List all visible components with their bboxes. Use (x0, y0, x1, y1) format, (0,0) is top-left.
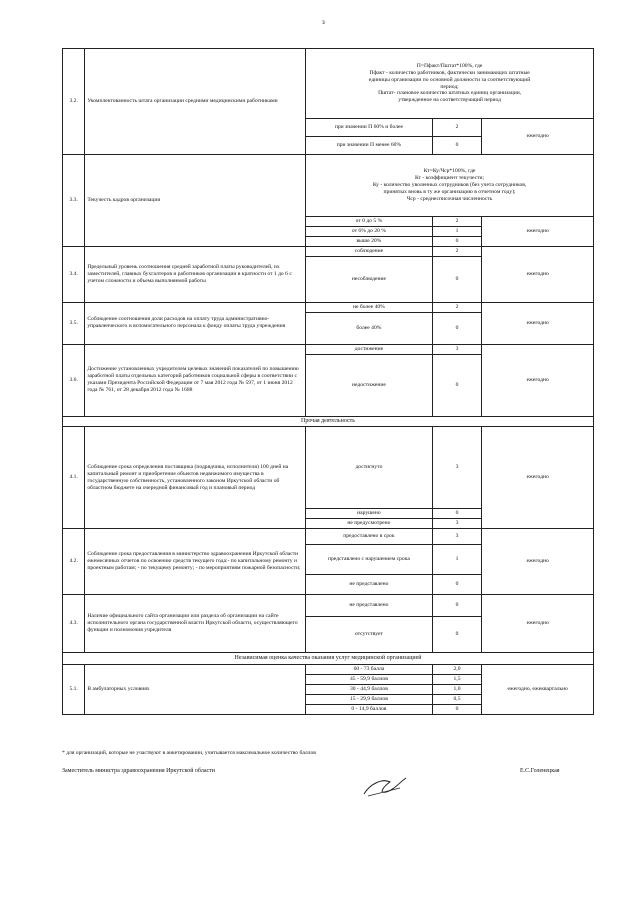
criterion: достигнуто (306, 427, 433, 509)
signer-position: Заместитель министра здравоохранения Иркутской области (62, 768, 215, 774)
row-number: 4.3. (63, 595, 85, 653)
indicator-name: Соблюдение срока определения поставщика (подрядчика, исполнителя) 100 дней на капитальный ремонт и приобретение объектов недвижимого имущества в государственную собственность, установленного законом Иркутской области об областном бюджете на очередной финансовый год и плановый период (85, 427, 306, 529)
points: 3 (432, 344, 482, 354)
page-number: з (322, 18, 325, 26)
points: 0 (432, 236, 482, 246)
points: 3 (432, 427, 482, 509)
points: 2 (432, 119, 482, 137)
criterion: представлено с нарушением срока (306, 545, 433, 575)
periodicity: ежегодно (482, 217, 594, 247)
criterion: не представлено (306, 595, 433, 617)
points: 3 (432, 529, 482, 545)
indicator-name: Предельный уровень соотношения средней заработной платы руководителей, их заместителей, главных бухгалтеров и работников организации в кратности от 1 до 6 с учетом сложности и объема выполняемой работы (85, 246, 306, 302)
periodicity: ежегодно (482, 427, 594, 529)
indicator-name: Соблюдение срока предоставления в министерство здравоохранения Иркутской области ежемесячных отчетов по освоению средств текущего года:- по капитальному ремонту и проектным работам; - по текущему ремонту; - по мероприятиям пожарной безопасности; (85, 529, 306, 595)
indicator-name: Достижение установленных учредителем целевых значений показателей по повышению заработной платы отдельных категорий работников социальной сферы в соответствии с указами Президента Российской Федерации от 7 мая 2012 года № 597, от 1 июня 2012 года № 761, от 28 декабря 2012 года № 1688 (85, 344, 306, 416)
criterion: более 40% (306, 312, 433, 344)
criterion: выше 20% (306, 236, 433, 246)
points: 1,0 (432, 685, 482, 695)
criterion: несоблюдение (306, 256, 433, 302)
criterion: не предусмотрено (306, 519, 433, 529)
periodicity: ежегодно (482, 595, 594, 653)
criterion: 30 - 44,9 баллов (306, 685, 433, 695)
criterion: при значении П менее 60% (306, 137, 433, 155)
criterion: отсутствует (306, 617, 433, 653)
criterion: 15 - 29,9 баллов (306, 695, 433, 705)
row-number: 3.4. (63, 246, 85, 302)
criterion: от 0 до 5 % (306, 217, 433, 227)
points: 1 (432, 226, 482, 236)
indicator-name: Укомплектованность штата организации средними медицинскими работниками (85, 49, 306, 155)
points: 0 (432, 354, 482, 416)
criterion: не более 40% (306, 302, 433, 312)
section-header: Прочая деятельность (63, 416, 594, 427)
periodicity: ежегодно (482, 344, 594, 416)
indicator-name: Соблюдение соотношения доли расходов на оплату труда административно-управленческого и вспомогательного персонала к фонду оплаты труда учреждения (85, 302, 306, 344)
row-number: 3.3. (63, 155, 85, 247)
points: 0 (432, 137, 482, 155)
points: 2 (432, 246, 482, 256)
criterion: 0 - 14,9 баллов (306, 705, 433, 715)
criterion: 45 - 59,9 баллов (306, 675, 433, 685)
points: 2,0 (432, 665, 482, 675)
points: 0,5 (432, 695, 482, 705)
points: 0 (432, 575, 482, 595)
points: 3 (432, 519, 482, 529)
row-number: 5.1. (63, 665, 85, 715)
row-number: 3.5. (63, 302, 85, 344)
criterion: при значении П 60% и более (306, 119, 433, 137)
row-number: 4.2. (63, 529, 85, 595)
points: 0 (432, 509, 482, 519)
section-header: Независимая оценка качества оказания услуг медицинской организацией (63, 653, 594, 665)
points: 0 (432, 595, 482, 617)
criterion: предоставлено в срок (306, 529, 433, 545)
formula: П=Пфакт/Пштат*100%, где Пфакт - количество работников, фактически занимающих штатные единицы организации по основной должности за соответствующий период; Пштат- плановое количество штатных единиц организации, утвержденное на соответствующий период (306, 49, 594, 119)
criterion: недостижение (306, 354, 433, 416)
row-number: 3.6. (63, 344, 85, 416)
criterion: не представлено (306, 575, 433, 595)
periodicity: ежегодно (482, 119, 594, 155)
points: 2 (432, 302, 482, 312)
row-number: 4.1. (63, 427, 85, 529)
footnote: * для организаций, которые не участвуют в анкетировании, учитывается максимальное количество баллов (62, 750, 316, 756)
indicator-name: Наличие официального сайта организации или раздела об организации на сайте исполнительного органа государственной власти Иркутской области, осуществляющего функции и полномочия учредителя (85, 595, 306, 653)
points: 2 (432, 217, 482, 227)
signer-name: Е.С.Голенецкая (520, 768, 560, 774)
criterion: нарушено (306, 509, 433, 519)
indicator-name: Текучесть кадров организации (85, 155, 306, 247)
row-number: 3.2. (63, 49, 85, 155)
criterion: 60 - 73 балла (306, 665, 433, 675)
criterion: соблюдение (306, 246, 433, 256)
signature-image (360, 772, 410, 800)
periodicity: ежегодно (482, 246, 594, 302)
periodicity: ежегодно (482, 302, 594, 344)
points: 0 (432, 256, 482, 302)
formula: Кт=Ку/Чср*100%, где Кт - коэффициент текучести; Ку - количество уволенных сотрудников (без учета сотрудников, принятых вновь в ту же организацию в отчетном году); Чср - среднесписочная численность (306, 155, 594, 217)
criterion: достижение (306, 344, 433, 354)
criteria-table (62, 48, 594, 715)
indicator-name: В амбулаторных условиях (85, 665, 306, 715)
periodicity: ежегодно, ежеквартально (482, 665, 594, 715)
points: 1 (432, 545, 482, 575)
points: 1,5 (432, 675, 482, 685)
points: 0 (432, 705, 482, 715)
criterion: от 6% до 20 % (306, 226, 433, 236)
points: 0 (432, 312, 482, 344)
periodicity: ежегодно (482, 529, 594, 595)
points: 0 (432, 617, 482, 653)
